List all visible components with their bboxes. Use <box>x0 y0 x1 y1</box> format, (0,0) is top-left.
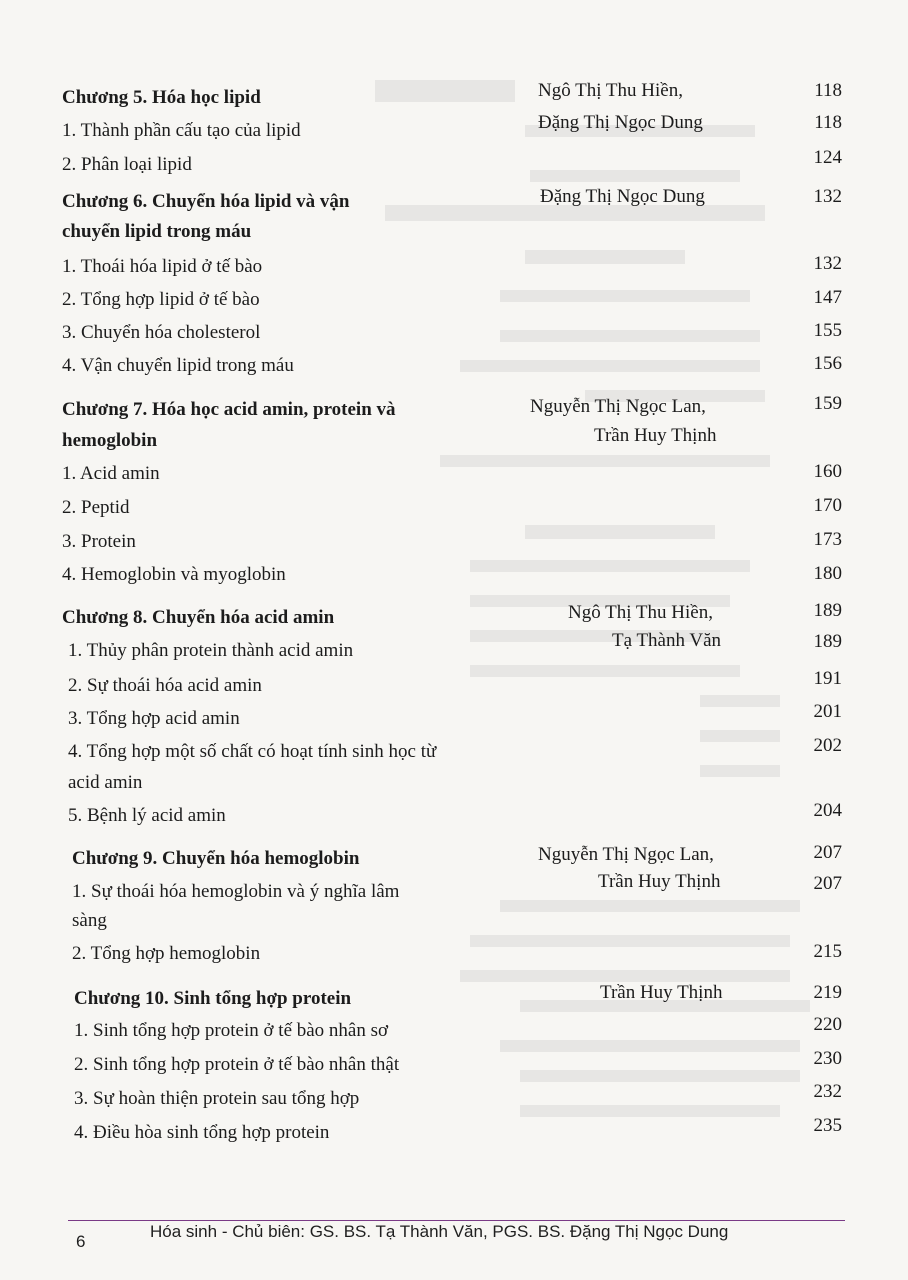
chapter-9-title: Chương 9. Chuyển hóa hemoglobin <box>72 848 360 869</box>
chapter-5-author-2: Đặng Thị Ngọc Dung <box>538 112 703 133</box>
toc-item-7-3: 3. Protein <box>62 531 136 552</box>
toc-item-6-1: 1. Thoái hóa lipid ở tế bào <box>62 256 263 277</box>
toc-item-7-1-page: 160 <box>813 461 842 482</box>
toc-item-6-4-page: 156 <box>813 353 842 374</box>
footer-divider <box>68 1220 845 1221</box>
toc-item-7-2: 2. Peptid <box>62 497 130 518</box>
toc-item-8-4-line2: acid amin <box>68 772 143 793</box>
chapter-7-title: Chương 7. Hóa học acid amin, protein và <box>62 399 396 420</box>
toc-item-6-3-page: 155 <box>813 320 842 341</box>
toc-item-9-1: 1. Sự thoái hóa hemoglobin và ý nghĩa lâm <box>72 881 400 902</box>
toc-item-8-4: 4. Tổng hợp một số chất có hoạt tính sinh học từ <box>68 741 437 762</box>
toc-item-10-2-page: 230 <box>813 1048 842 1069</box>
toc-item-6-3: 3. Chuyển hóa cholesterol <box>62 322 261 343</box>
toc-item-10-4-page: 235 <box>813 1115 842 1136</box>
toc-item-9-1-page: 207 <box>813 873 842 894</box>
toc-item-5-2: 2. Phân loại lipid <box>62 154 192 175</box>
chapter-7-page: 159 <box>813 393 842 414</box>
toc-item-10-1: 1. Sinh tổng hợp protein ở tế bào nhân sơ <box>74 1020 389 1041</box>
toc-item-6-4: 4. Vận chuyển lipid trong máu <box>62 355 294 376</box>
chapter-6-page: 132 <box>813 186 842 207</box>
chapter-8-author: Ngô Thị Thu Hiền, <box>568 602 713 623</box>
chapter-5-title: Chương 5. Hóa học lipid <box>62 87 261 108</box>
toc-item-7-2-page: 170 <box>813 495 842 516</box>
toc-item-5-1-page: 118 <box>814 112 842 133</box>
chapter-8-page: 189 <box>813 600 842 621</box>
chapter-7-title-line2: hemoglobin <box>62 430 158 451</box>
toc-item-8-2: 2. Sự thoái hóa acid amin <box>68 675 262 696</box>
chapter-8-author-2: Tạ Thành Văn <box>612 630 722 651</box>
toc-item-9-1-line2: sàng <box>72 910 107 931</box>
chapter-7-author: Nguyễn Thị Ngọc Lan, <box>530 396 706 417</box>
toc-item-6-1-page: 132 <box>813 253 842 274</box>
chapter-5-author: Ngô Thị Thu Hiền, <box>538 80 683 101</box>
toc-item-10-2: 2. Sinh tổng hợp protein ở tế bào nhân thật <box>74 1054 400 1075</box>
chapter-10-title: Chương 10. Sinh tổng hợp protein <box>74 988 352 1009</box>
chapter-6-title: Chương 6. Chuyển hóa lipid và vận <box>62 191 350 212</box>
toc-item-10-1-page: 220 <box>813 1014 842 1035</box>
chapter-7-author-2: Trần Huy Thịnh <box>594 425 717 446</box>
toc-item-8-3: 3. Tổng hợp acid amin <box>68 708 240 729</box>
chapter-10-page: 219 <box>813 982 842 1003</box>
chapter-9-page: 207 <box>813 842 842 863</box>
toc-item-8-4-page: 202 <box>813 735 842 756</box>
footer-page-number: 6 <box>76 1232 86 1251</box>
toc-item-9-2: 2. Tổng hợp hemoglobin <box>72 943 261 964</box>
toc-item-8-2-page: 191 <box>813 668 842 689</box>
toc-item-7-4-page: 180 <box>813 563 842 584</box>
toc-item-5-2-page: 124 <box>813 147 842 168</box>
toc-item-7-1: 1. Acid amin <box>62 463 160 484</box>
toc-item-7-4: 4. Hemoglobin và myoglobin <box>62 564 286 585</box>
toc-item-8-5-page: 204 <box>813 800 842 821</box>
toc-item-7-3-page: 173 <box>813 529 842 550</box>
chapter-9-author-2: Trần Huy Thịnh <box>598 871 721 892</box>
chapter-5-page: 118 <box>814 80 842 101</box>
chapter-8-title: Chương 8. Chuyển hóa acid amin <box>62 607 335 628</box>
chapter-6-title-line2: chuyển lipid trong máu <box>62 221 252 242</box>
toc-item-10-3-page: 232 <box>813 1081 842 1102</box>
chapter-9-author: Nguyễn Thị Ngọc Lan, <box>538 844 714 865</box>
toc-item-9-2-page: 215 <box>813 941 842 962</box>
chapter-10-author: Trần Huy Thịnh <box>600 982 723 1003</box>
chapter-6-author: Đặng Thị Ngọc Dung <box>540 186 705 207</box>
toc-item-8-5: 5. Bệnh lý acid amin <box>68 805 226 826</box>
toc-item-8-3-page: 201 <box>813 701 842 722</box>
toc-item-6-2: 2. Tổng hợp lipid ở tế bào <box>62 289 260 310</box>
toc-item-10-4: 4. Điều hòa sinh tổng hợp protein <box>74 1122 330 1143</box>
toc-item-8-1-page: 189 <box>813 631 842 652</box>
toc-item-10-3: 3. Sự hoàn thiện protein sau tổng hợp <box>74 1088 360 1109</box>
footer-book-title: Hóa sinh - Chủ biên: GS. BS. Tạ Thành Văn, PGS. BS. Đặng Thị Ngọc Dung <box>150 1222 729 1241</box>
toc-item-5-1: 1. Thành phần cấu tạo của lipid <box>62 120 301 141</box>
toc-item-8-1: 1. Thủy phân protein thành acid amin <box>68 640 354 661</box>
toc-item-6-2-page: 147 <box>813 287 842 308</box>
